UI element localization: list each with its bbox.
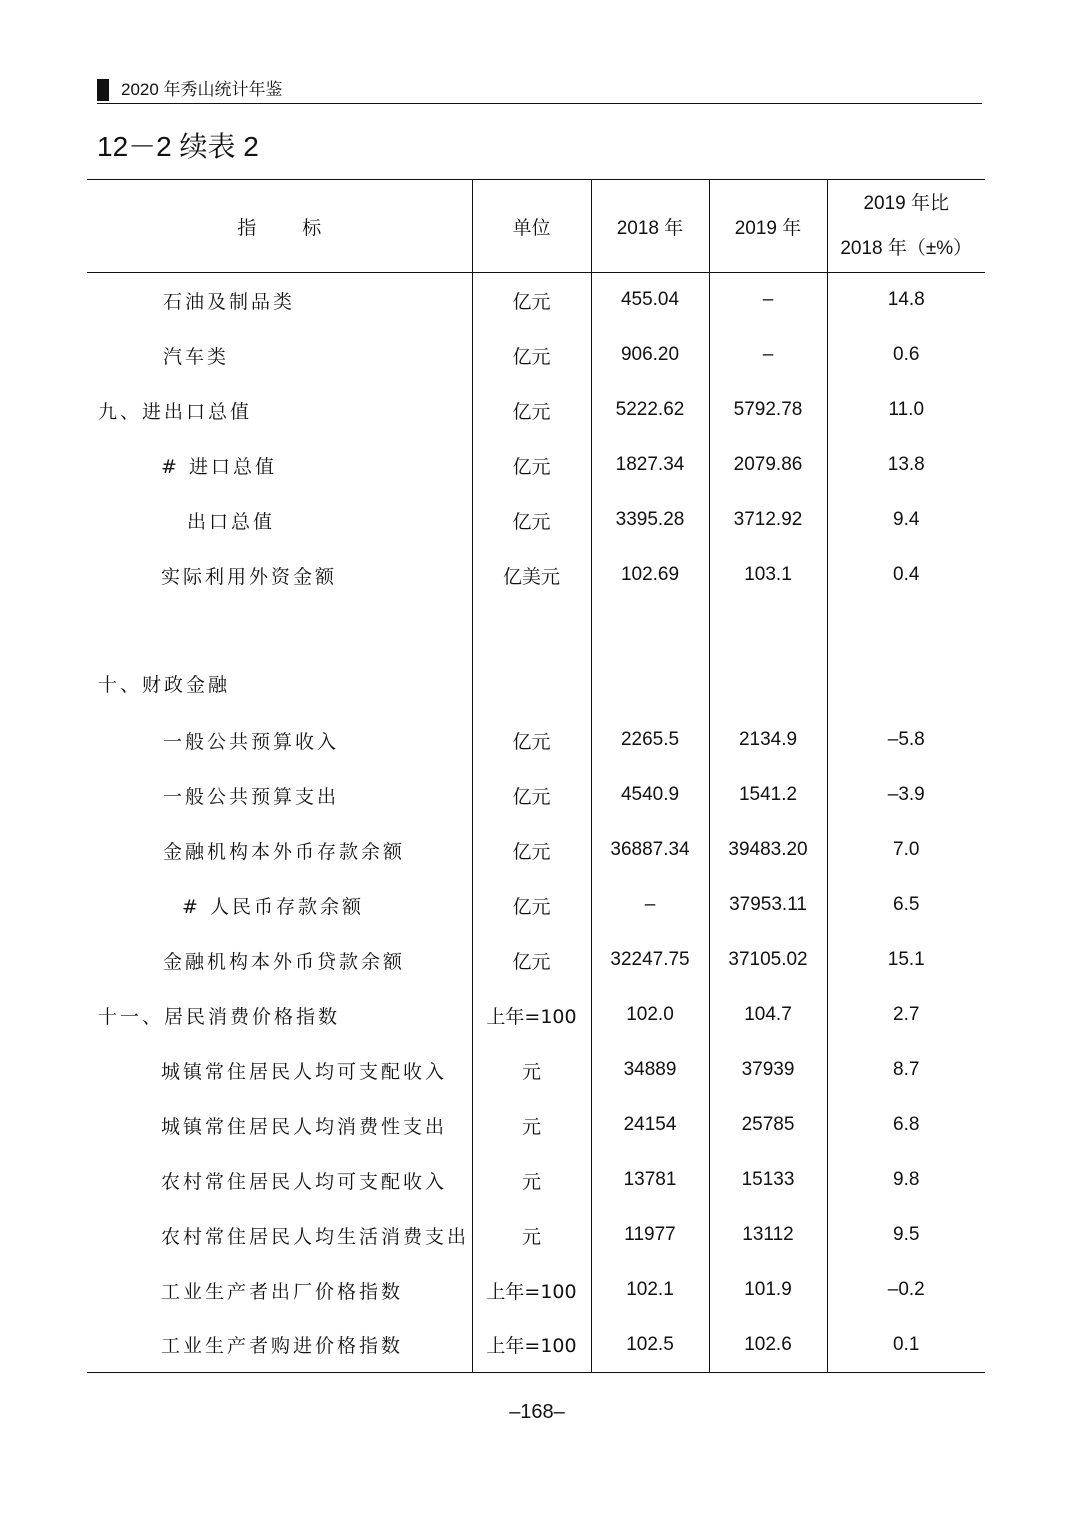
row-2018: 2265.5 bbox=[591, 713, 709, 768]
row-2019: 15133 bbox=[709, 1153, 827, 1208]
running-header bbox=[97, 77, 982, 104]
row-indicator: 城镇常住居民人均消费性支出 bbox=[161, 1115, 448, 1138]
header-change-line2: 2018 年（±%） bbox=[840, 238, 973, 259]
header-2018: 2018 年 bbox=[591, 180, 709, 273]
table-header-row bbox=[87, 180, 985, 273]
row-2019: 1541.2 bbox=[709, 768, 827, 823]
row-indicator: 农村常住居民人均可支配收入 bbox=[161, 1170, 448, 1193]
statistics-table-wrapper bbox=[87, 179, 985, 1373]
row-2018: 102.5 bbox=[591, 1318, 709, 1373]
table-row bbox=[87, 988, 985, 1043]
row-change: 6.5 bbox=[827, 878, 985, 933]
row-2018: 11977 bbox=[591, 1208, 709, 1263]
row-change: 9.8 bbox=[827, 1153, 985, 1208]
row-unit: 亿元 bbox=[472, 493, 591, 548]
row-unit: 亿元 bbox=[472, 328, 591, 383]
statistics-table bbox=[87, 179, 985, 1373]
header-indicator bbox=[87, 180, 472, 273]
table-row bbox=[87, 548, 985, 603]
row-2019: 25785 bbox=[709, 1098, 827, 1153]
row-2018: 34889 bbox=[591, 1043, 709, 1098]
row-2019: 103.1 bbox=[709, 548, 827, 603]
row-2019: 3712.92 bbox=[709, 493, 827, 548]
table-row bbox=[87, 328, 985, 383]
table-row bbox=[87, 933, 985, 988]
row-unit: 亿美元 bbox=[472, 548, 591, 603]
row-2018: 13781 bbox=[591, 1153, 709, 1208]
row-2019: 102.6 bbox=[709, 1318, 827, 1373]
table-row bbox=[87, 1153, 985, 1208]
header-bar bbox=[97, 79, 109, 101]
row-change: 2.7 bbox=[827, 988, 985, 1043]
table-row bbox=[87, 878, 985, 933]
row-indicator: 实际利用外资金额 bbox=[161, 565, 338, 588]
row-change: –3.9 bbox=[827, 768, 985, 823]
row-indicator: 九、进出口总值 bbox=[98, 400, 253, 423]
row-2018: 32247.75 bbox=[591, 933, 709, 988]
row-change: 8.7 bbox=[827, 1043, 985, 1098]
row-indicator: 金融机构本外币贷款余额 bbox=[163, 950, 406, 973]
row-unit: 亿元 bbox=[472, 273, 591, 328]
row-change: 0.6 bbox=[827, 328, 985, 383]
row-change: 11.0 bbox=[827, 383, 985, 438]
header-change bbox=[827, 180, 985, 273]
row-indicator: # 进口总值 bbox=[161, 455, 277, 478]
table-row bbox=[87, 713, 985, 768]
row-2019 bbox=[709, 603, 827, 713]
row-2018: 102.1 bbox=[591, 1263, 709, 1318]
table-row bbox=[87, 383, 985, 438]
row-2019: 104.7 bbox=[709, 988, 827, 1043]
row-unit: 上年=100 bbox=[472, 1263, 591, 1318]
row-2018: 102.0 bbox=[591, 988, 709, 1043]
row-indicator: 工业生产者购进价格指数 bbox=[87, 1318, 472, 1373]
row-2018: 3395.28 bbox=[591, 493, 709, 548]
row-unit: 亿元 bbox=[472, 438, 591, 493]
table-row bbox=[87, 273, 985, 328]
table-row bbox=[87, 438, 985, 493]
row-2018: 102.69 bbox=[591, 548, 709, 603]
row-2018: 36887.34 bbox=[591, 823, 709, 878]
row-2019: 39483.20 bbox=[709, 823, 827, 878]
row-indicator: 汽车类 bbox=[163, 345, 230, 368]
table-row bbox=[87, 493, 985, 548]
row-2018 bbox=[591, 603, 709, 713]
row-unit: 上年=100 bbox=[472, 988, 591, 1043]
row-unit: 亿元 bbox=[472, 713, 591, 768]
row-2018: 906.20 bbox=[591, 328, 709, 383]
header-change-line1: 2019 年比 bbox=[863, 193, 950, 214]
table-row bbox=[87, 1098, 985, 1153]
row-unit: 元 bbox=[472, 1098, 591, 1153]
row-unit: 元 bbox=[472, 1043, 591, 1098]
table-row bbox=[87, 768, 985, 823]
table-row bbox=[87, 823, 985, 878]
page-number: –168– bbox=[509, 1401, 565, 1423]
row-2019: – bbox=[709, 273, 827, 328]
header-unit: 单位 bbox=[472, 180, 591, 273]
row-unit: 元 bbox=[472, 1153, 591, 1208]
page-title: 12－2 续表 2 bbox=[97, 131, 259, 162]
header-indicator-b: 标 bbox=[302, 217, 322, 239]
row-2018: 4540.9 bbox=[591, 768, 709, 823]
table-row bbox=[87, 1043, 985, 1098]
row-change: 6.8 bbox=[827, 1098, 985, 1153]
row-unit: 上年=100 bbox=[472, 1318, 591, 1373]
row-change: 0.1 bbox=[827, 1318, 985, 1373]
table-row bbox=[87, 1318, 985, 1373]
row-2019: 5792.78 bbox=[709, 383, 827, 438]
row-2019: 37105.02 bbox=[709, 933, 827, 988]
row-indicator: 石油及制品类 bbox=[163, 290, 296, 313]
row-2019: – bbox=[709, 328, 827, 383]
row-change: –5.8 bbox=[827, 713, 985, 768]
row-unit: 亿元 bbox=[472, 823, 591, 878]
row-2019: 37939 bbox=[709, 1043, 827, 1098]
row-indicator: 十一、居民消费价格指数 bbox=[98, 1005, 341, 1028]
book-title: 2020 年秀山统计年鉴 bbox=[121, 80, 283, 99]
row-change: 0.4 bbox=[827, 548, 985, 603]
row-2019: 2079.86 bbox=[709, 438, 827, 493]
row-unit: 亿元 bbox=[472, 383, 591, 438]
row-change: 15.1 bbox=[827, 933, 985, 988]
row-indicator: 一般公共预算支出 bbox=[163, 785, 340, 808]
row-indicator: 城镇常住居民人均可支配收入 bbox=[161, 1060, 448, 1083]
row-2018: 24154 bbox=[591, 1098, 709, 1153]
row-unit: 亿元 bbox=[472, 878, 591, 933]
row-change: 9.5 bbox=[827, 1208, 985, 1263]
row-change: 9.4 bbox=[827, 493, 985, 548]
row-unit: 元 bbox=[472, 1208, 591, 1263]
table-row bbox=[87, 1263, 985, 1318]
row-indicator: 一般公共预算收入 bbox=[163, 730, 340, 753]
row-indicator: 工业生产者出厂价格指数 bbox=[161, 1280, 404, 1303]
header-2019: 2019 年 bbox=[709, 180, 827, 273]
row-unit: 亿元 bbox=[472, 768, 591, 823]
row-indicator: 金融机构本外币存款余额 bbox=[163, 840, 406, 863]
header-indicator-a: 指 bbox=[237, 217, 257, 239]
row-indicator: 农村常住居民人均生活消费支出 bbox=[161, 1225, 470, 1248]
row-indicator: 十、财政金融 bbox=[98, 673, 231, 696]
section-heading-row bbox=[87, 603, 985, 713]
row-unit bbox=[472, 603, 591, 713]
row-2019: 2134.9 bbox=[709, 713, 827, 768]
row-2019: 37953.11 bbox=[709, 878, 827, 933]
row-change: 14.8 bbox=[827, 273, 985, 328]
row-change bbox=[827, 603, 985, 713]
row-2019: 13112 bbox=[709, 1208, 827, 1263]
row-2018: 5222.62 bbox=[591, 383, 709, 438]
row-indicator: 出口总值 bbox=[187, 510, 276, 533]
table-row bbox=[87, 1208, 985, 1263]
row-2018: 455.04 bbox=[591, 273, 709, 328]
row-2018: – bbox=[591, 878, 709, 933]
row-unit: 亿元 bbox=[472, 933, 591, 988]
row-2019: 101.9 bbox=[709, 1263, 827, 1318]
row-2018: 1827.34 bbox=[591, 438, 709, 493]
row-change: 7.0 bbox=[827, 823, 985, 878]
row-indicator: # 人民币存款余额 bbox=[182, 895, 364, 918]
row-change: 13.8 bbox=[827, 438, 985, 493]
row-change: –0.2 bbox=[827, 1263, 985, 1318]
